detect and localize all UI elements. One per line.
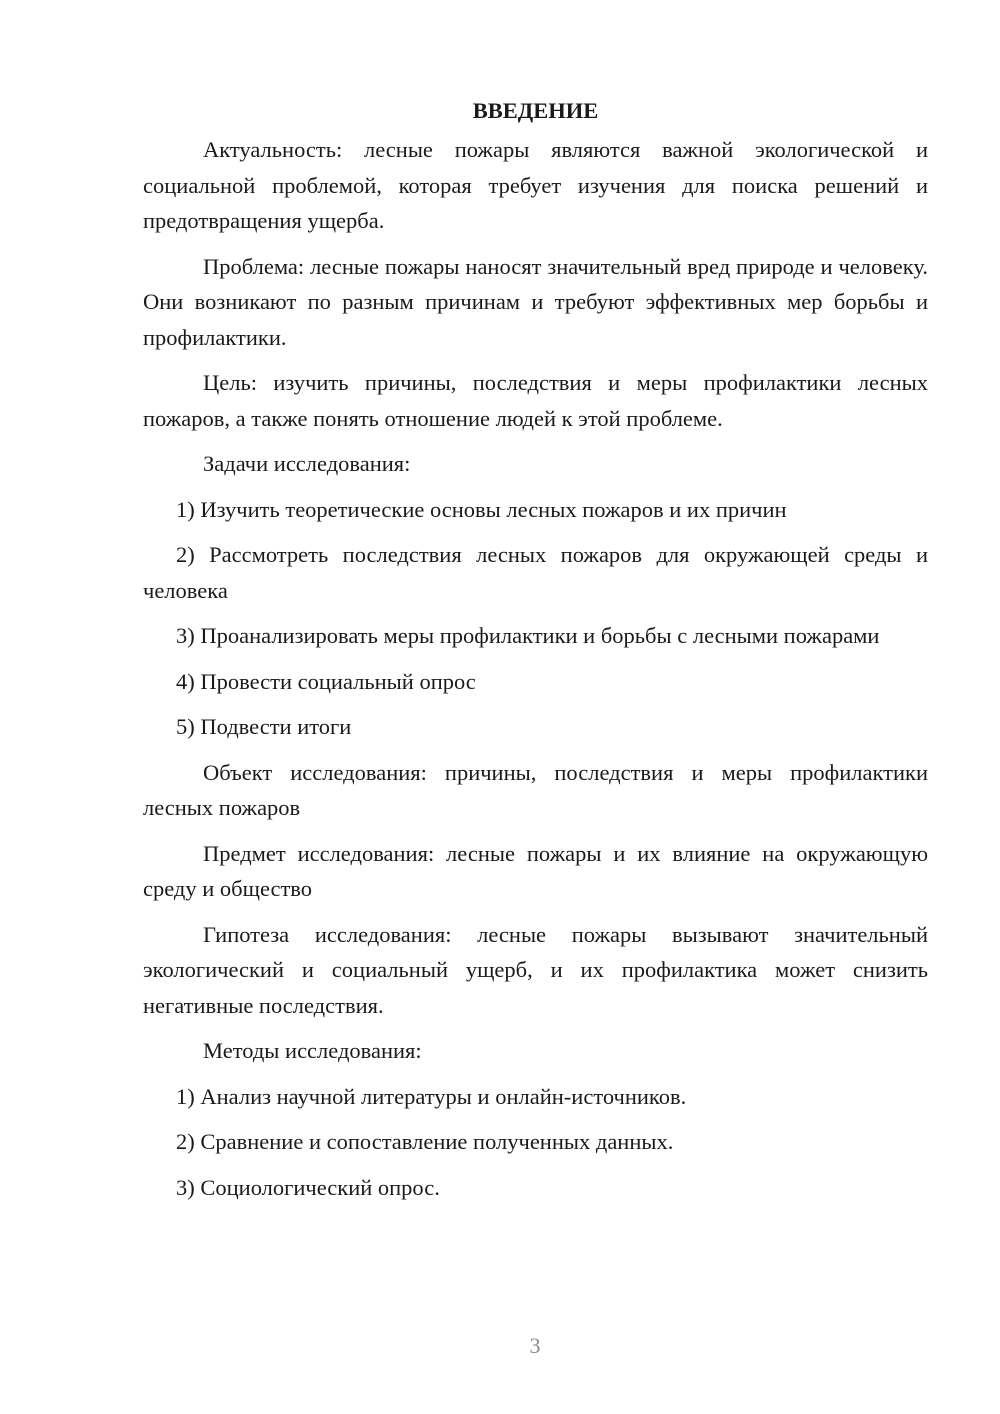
problem-paragraph: Проблема: лесные пожары наносят значительный вред природе и человеку. Они возникают по разным причинам и требуют эффективных мер борьбы и профилактики. bbox=[143, 253, 928, 350]
section-title: ВВЕДЕНИЕ bbox=[472, 98, 599, 123]
task-item: 3) Проанализировать меры профилактики и борьбы с лесными пожарами bbox=[176, 623, 880, 648]
goal-paragraph: Цель: изучить причины, последствия и меры профилактики лесных пожаров, а также понять отношение людей к этой проблеме. bbox=[143, 370, 928, 431]
relevance-paragraph: Актуальность: лесные пожары являются важной экологической и социальной проблемой, которая требует изучения для поиска решений и предотвращения ущерба. bbox=[143, 137, 928, 233]
task-item: 1) Изучить теоретические основы лесных пожаров и их причин bbox=[176, 496, 787, 522]
method-item: 2) Сравнение и сопоставление полученных данных. bbox=[176, 1129, 674, 1154]
task-item: 2) Рассмотреть последствия лесных пожаров для окружающей среды и человека bbox=[143, 542, 928, 603]
subject-paragraph: Предмет исследования: лесные пожары и их влияние на окружающую среду и общество bbox=[143, 840, 928, 901]
task-item: 4) Провести социальный опрос bbox=[176, 668, 476, 694]
object-paragraph: Объект исследования: причины, последствия и меры профилактики лесных пожаров bbox=[143, 759, 928, 820]
methods-heading: Методы исследования: bbox=[203, 1038, 422, 1063]
hypothesis-paragraph: Гипотеза исследования: лесные пожары вызывают значительный экологический и социальный ущерб, и их профилактика может снизить негативные последствия. bbox=[143, 921, 928, 1018]
task-item: 5) Подвести итоги bbox=[176, 714, 352, 739]
page-number: 3 bbox=[529, 1333, 541, 1358]
method-item: 1) Анализ научной литературы и онлайн-источников. bbox=[176, 1083, 687, 1109]
page-content bbox=[143, 94, 928, 1215]
method-item: 3) Социологический опрос. bbox=[176, 1174, 440, 1200]
tasks-heading: Задачи исследования: bbox=[203, 451, 411, 476]
